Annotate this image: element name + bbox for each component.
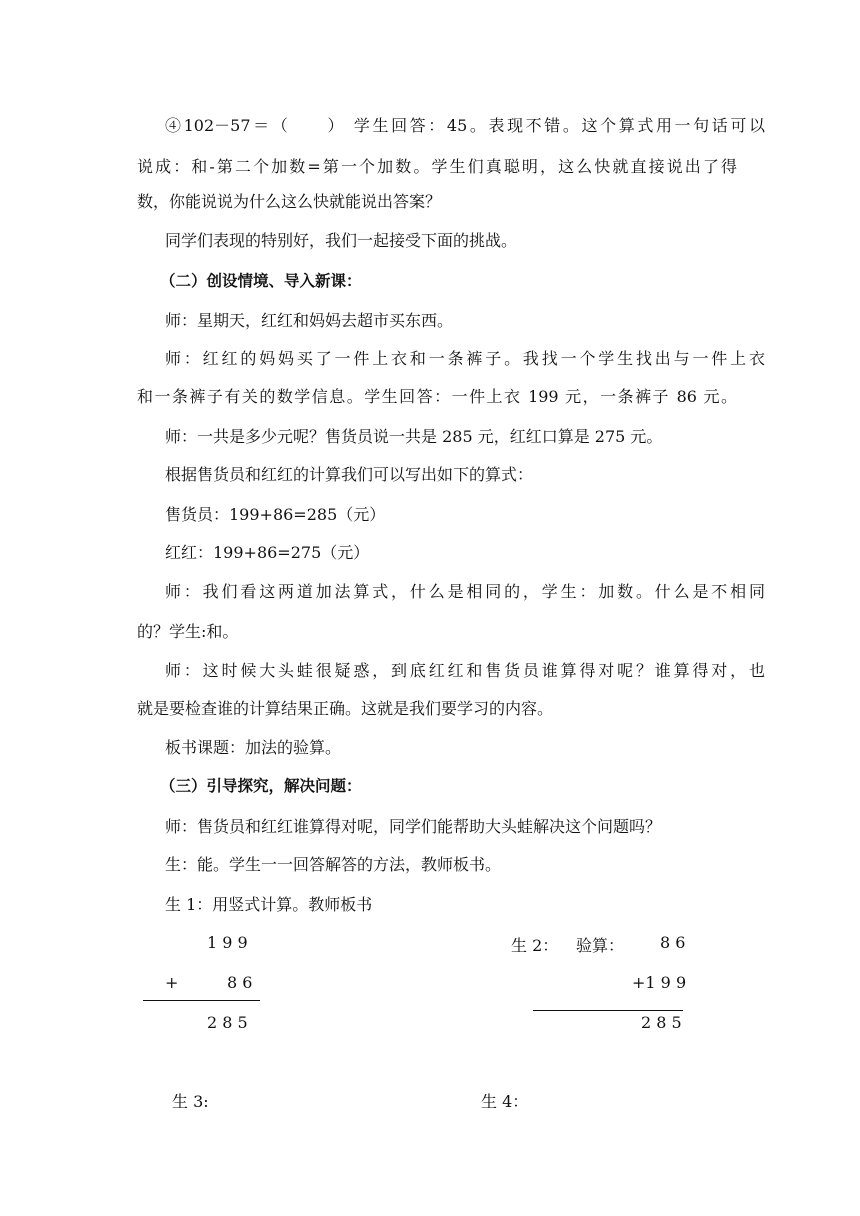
calc-row: 8 6 (227, 973, 253, 992)
paragraph: 板书课题：加法的验算。 (165, 738, 342, 757)
paragraph-line: 的？学生:和。 (137, 622, 239, 641)
section-heading: （三）引导探究，解决问题： (160, 777, 362, 795)
paragraph-line: 说成：和-第二个加数=第一个加数。学生们真聪明，这么快就直接说出了得 (137, 157, 737, 176)
section-heading: （二）创设情境、导入新课： (160, 272, 362, 290)
paragraph: 同学们表现的特别好，我们一起接受下面的挑战。 (165, 231, 518, 250)
paragraph-line: 就是要检查谁的计算结果正确。这就是我们要学习的内容。 (137, 699, 554, 718)
paragraph-line: ④102－57＝（ ） 学生回答：45。表现不错。这个算式用一句话可以 (165, 116, 765, 135)
paragraph: 生：能。学生一一回答解答的方法，教师板书。 (165, 855, 502, 874)
calc-divider (143, 1000, 260, 1001)
calc-row: +1 9 9 (632, 973, 687, 992)
student-4-label: 生 4： (481, 1092, 529, 1111)
paragraph-line: 数，你能说说为什么这么快就能说出答案？ (137, 192, 442, 211)
paragraph: 师：售货员和红红谁算得对呢，同学们能帮助大头蛙解决这个问题吗？ (165, 817, 662, 836)
calc-result: 2 8 5 (207, 1013, 248, 1032)
paragraph: 根据售货员和红红的计算我们可以写出如下的算式： (165, 465, 534, 484)
paragraph: 师：星期天，红红和妈妈去超市买东西。 (165, 311, 454, 330)
calc-divider (533, 1010, 683, 1011)
paragraph-line: 师：这时候大头蛙很疑惑，到底红红和售货员谁算得对呢？谁算得对，也 (165, 661, 765, 680)
calc-row: 8 6 (660, 933, 686, 952)
paragraph-line: 和一条裤子有关的数学信息。学生回答：一件上衣 199 元，一条裤子 86 元。 (137, 387, 737, 406)
calc-row: 1 9 9 (207, 933, 248, 952)
calc-operator: + (165, 973, 179, 992)
paragraph: 生 1：用竖式计算。教师板书 (165, 895, 373, 914)
paragraph: 师：一共是多少元呢？售货员说一共是 285 元，红红口算是 275 元。 (165, 427, 663, 446)
paragraph-line: 师：我们看这两道加法算式，什么是相同的，学生：加数。什么是不相同 (165, 582, 765, 601)
formula-line: 红红：199+86=275（元） (165, 543, 370, 562)
calc-result: 2 8 5 (641, 1013, 682, 1032)
paragraph-line: 师：红红的妈妈买了一件上衣和一条裤子。我找一个学生找出与一件上衣 (165, 349, 765, 368)
student-label: 生 2： (511, 936, 559, 955)
formula-line: 售货员：199+86=285（元） (165, 505, 386, 524)
student-3-label: 生 3: (172, 1092, 209, 1111)
verify-label: 验算： (576, 936, 625, 955)
